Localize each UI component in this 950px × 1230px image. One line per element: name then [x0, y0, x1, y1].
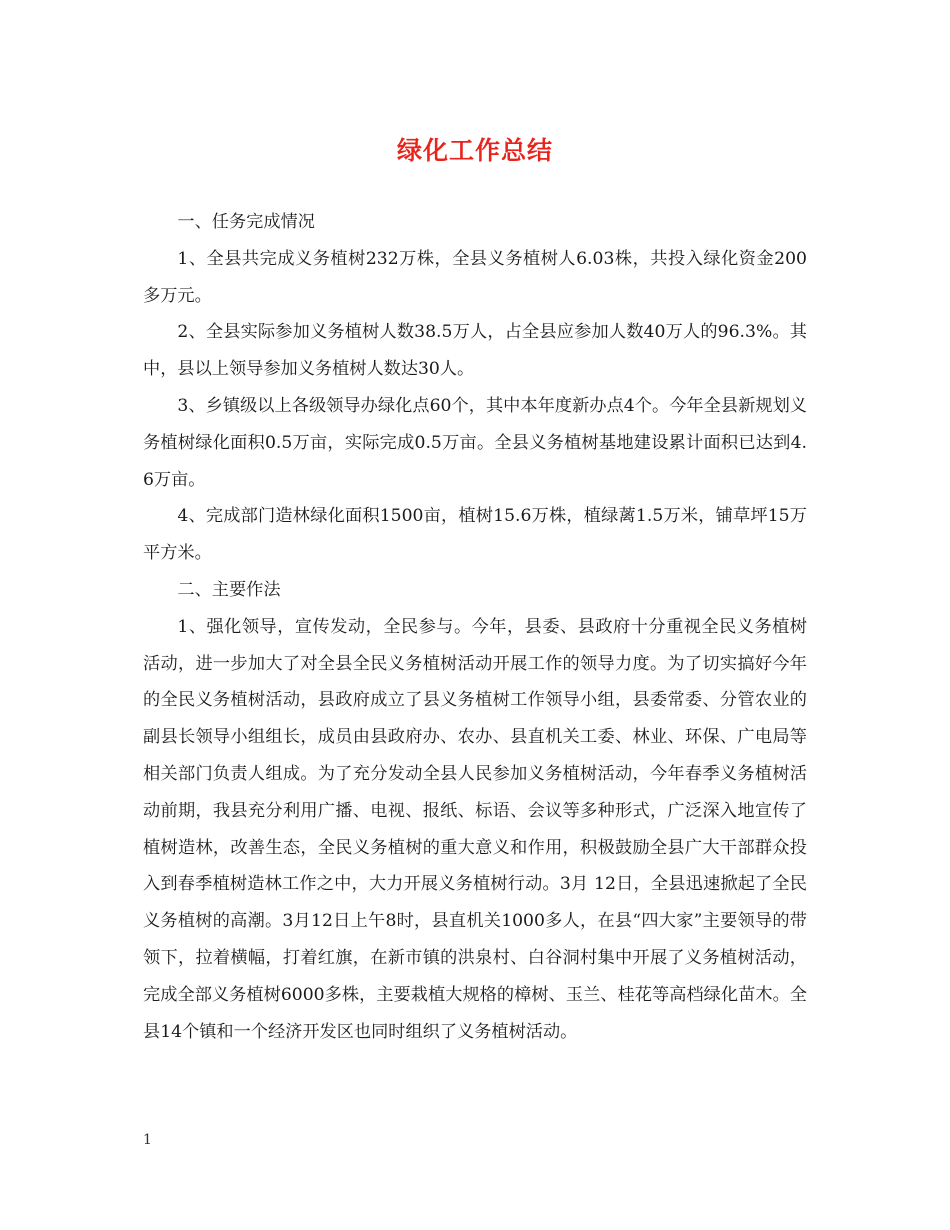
- body-paragraph-1: 1、全县共完成义务植树232万株，全县义务植树人6.03株，共投入绿化资金200多万元。: [143, 248, 807, 306]
- body-paragraph-4: 4、完成部门造林绿化面积1500亩，植树15.6万株，植绿蓠1.5万米，铺草坪15万平方米。: [143, 506, 807, 564]
- page-number: 1: [143, 1132, 152, 1148]
- body-paragraph-3: 3、乡镇级以上各级领导办绿化点60个，其中本年度新办点4个。今年全县新规划义务植树绿化面积0.5万亩，实际完成0.5万亩。全县义务植树基地建设累计面积已达到4.6万亩。: [143, 395, 807, 490]
- section-heading-2: 二、主要作法: [177, 579, 281, 600]
- document-body: [143, 204, 807, 1050]
- section-heading-1: 一、任务完成情况: [177, 212, 315, 232]
- body-paragraph-2: 2、全县实际参加义务植树人数38.5万人，占全县应参加人数40万人的96.3%。其中，县以上领导参加义务植树人数达30人。: [143, 322, 807, 380]
- body-paragraph-5: 1、强化领导，宣传发动，全民参与。今年，县委、县政府十分重视全民义务植树活动，进一步加大了对全县全民义务植树活动开展工作的领导力度。为了切实搞好今年的全民义务植树活动，县政府成立了县义务植树工作领导小组，县委常委、分管农业的副县长领导小组组长，成员由县政府办、农办、县直机关工委、林业、环保、广电局等相关部门负责人组成。为了充分发动全县人民参加义务植树活动，今年春季义务植树活动前期，我县充分利用广播、电视、报纸、标语、会议等多种形式，广泛深入地宣传了植树造林，改善生态，全民义务植树的重大意义和作用，积极鼓励全县广大干部群众投入到春季植树造林工作之中，大力开展义务植树行动。3月 12日，全县迅速掀起了全民义务植树的高潮。3月12日上午8时，县直机关1000多人，在县“四大家”主要领导的带领下，拉着横幅，打着红旗，在新市镇的洪泉村、白谷洞村集中开展了义务植树活动，完成全部义务植树6000多株，主要栽植大规格的樟树、玉兰、桂花等高档绿化苗木。全县14个镇和一个经济开发区也同时组织了义务植树活动。: [143, 616, 807, 1042]
- document-title: 绿化工作总结: [396, 136, 553, 165]
